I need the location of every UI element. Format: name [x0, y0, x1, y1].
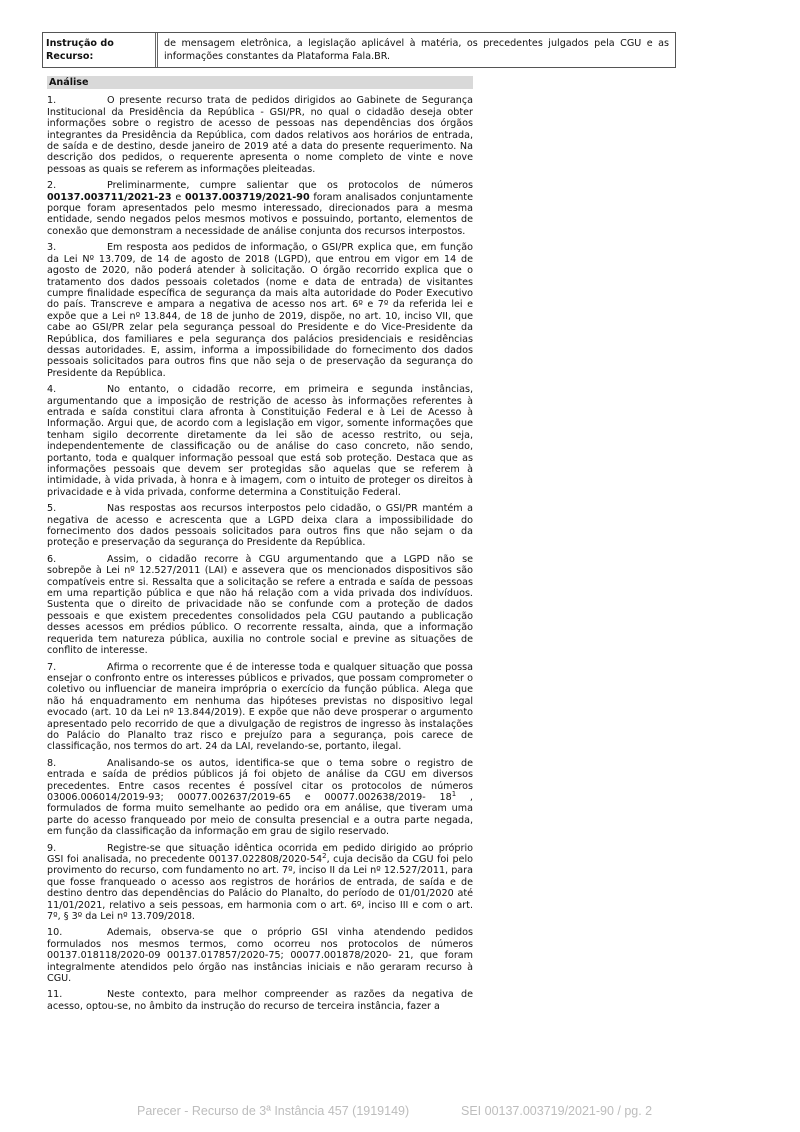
- analise-paragraph: [47, 242, 473, 379]
- paragraph-text: Analisando-se os autos, identifica-se que o tema sobre o registro de entrada e saída de prédios públicos já foi objeto de análise da CGU em diversos precedentes. Entre casos recentes é possível citar os protocolos de números 03006.006014/2019-93; 00077.002637/2019-65 e 00077.002638/2019- $18^1$ , formulados de forma muito semelhante ao pedido ora em análise, que tiveram uma parte do acesso franqueado por meio de consulta presencial e a outra parte negada, em função da classificação da informação em grau de sigilo reservado.: [47, 757, 473, 838]
- instrucao-recurso-text: de mensagem eletrônica, a legislação aplicável à matéria, os precedentes julgados pela CGU e as informações constantes da Plataforma Fala.BR.: [164, 38, 669, 62]
- paragraph-text: Assim, o cidadão recorre à CGU argumentando que a LGPD não se sobrepõe à Lei nº 12.527/2011 (LAI) e assevera que os mencionados dispositivos são compatíveis entre si. Ressalta que a solicitação se refere a entrada e saída de pessoas em uma repartição pública e que não há relação com a vida privada dos indivíduos. Sustenta que o direito de privacidade não se confunde com a proteção de dados pessoais e que existem precedentes consolidados pela CGU pautando a publicação desses acessos em prédios público. O recorrente ressalta, ainda, que a informação requerida tem natureza pública, auxilia no controle social e previne as situações de conflito de interesse.: [47, 553, 473, 657]
- footer-sei-page: SEI 00137.003719/2021-90 / pg. 2: [461, 1104, 653, 1118]
- paragraph-number: 8.: [47, 757, 57, 769]
- paragraph-text: Em resposta aos pedidos de informação, o GSI/PR explica que, em função da Lei Nº 13.709, de 14 de agosto de 2018 (LGPD), que entrou em vigor em 14 de agosto de 2020, não poderá atender à solicitação. O órgão recorrido explica que o tratamento dos dados pessoais coletados (nome e data de entrada) de visitantes cumpre finalidade específica de segurança da mais alta autoridade do Poder Executivo do país. Transcreve e ampara a negativa de acesso nos art. 6º e 7º da referida lei e expõe que a Lei nº 13.844, de 18 de junho de 2019, dispõe, no art. 10, inciso VII, que cabe ao GSI/PR zelar pela segurança pessoal do Presidente e do Vice-Presidente da República, dos familiares e pela segurança dos palácios presidenciais e residências dessas autoridades. E, assim, informa a impossibilidade do fornecimento dos dados pessoais solicitados para outros fins que não seja o de preservação da segurança do Presidente da República.: [47, 242, 473, 379]
- paragraph-number: 3.: [47, 242, 57, 254]
- paragraph-number: 6.: [47, 553, 57, 565]
- analise-paragraph: [47, 927, 473, 984]
- analise-paragraph: [47, 662, 473, 753]
- analise-paragraph: [47, 554, 473, 657]
- instrucao-recurso-row: [42, 32, 676, 68]
- paragraph-text: Registre-se que situação idêntica ocorrida em pedido dirigido ao próprio GSI foi analisada, no precedente $00137.022808/2020-54^2$, cuja decisão da CGU foi pelo provimento do recurso, com fundamento no art. 7º, inciso II da Lei nº 12.527/2011, para que fosse franqueado o acesso aos registros de horários de entrada, de saída e de destino dentro das dependências do Palácio do Planalto, do período de 01/01/2020 até 11/01/2021, relativo a seis pessoas, em harmonia com o art. 6º, inciso III e com o art. 7º, § 3º da Lei nº 13.709/2018.: [47, 842, 473, 923]
- paragraph-number: 5.: [47, 503, 57, 515]
- paragraph-text: No entanto, o cidadão recorre, em primeira e segunda instâncias, argumentando que a imposição de restrição de acesso às informações referentes à entrada e saída constitui clara afronta à Constituição Federal e à Lei de Acesso à Informação. Argui que, de acordo com a legislação em vigor, somente informações que tenham sigilo decorrente diretamente da lei são de acesso restrito, ou seja, independentemente de classificação ou de análise do caso concreto, não sendo, portanto, toda e qualquer informação pessoal que está sob proteção. Destaca que as informações pessoais que devem ser protegidas são aquelas que se referem à intimidade, à vida privada, à honra e à imagem, com o intuito de proteger os direitos à privacidade e à vida privada, conforme determina a Constituição Federal.: [47, 384, 473, 498]
- analise-paragraphs: [47, 95, 473, 1012]
- analise-paragraph: [47, 843, 473, 923]
- analise-paragraph: [47, 180, 473, 237]
- paragraph-text: Nas respostas aos recursos interpostos pelo cidadão, o GSI/PR mantém a negativa de acesso e acrescenta que a LGPD deixa clara a impossibilidade do fornecimento dos dados pessoais solicitados para outros fins que não sejam o da proteção e preservação da segurança do Presidente da República.: [47, 503, 473, 549]
- paragraph-number: 10.: [47, 927, 63, 939]
- paragraph-text: Ademais, observa-se que o próprio GSI vinha atendendo pedidos formulados nos mesmos termos, como ocorreu nos protocolos de números 00137.018118/2020-09 00137.017857/2020-75; 00077.001878/2020- 21, que foram integralmente atendidos pelo órgão nas instâncias iniciais e não geraram recurso à CGU.: [47, 927, 473, 985]
- footer-document-title: Parecer - Recurso de 3ª Instância 457 (1919149): [137, 1104, 410, 1118]
- paragraph-text: Preliminarmente, cumpre salientar que os protocolos de números 00137.003711/2021-23 e 00137.003719/2021-90 foram analisados conjuntamente porque foram apresentados pelo mesmo interessado, direcionados para a mesma entidade, sendo negados pelos mesmos motivos e possuindo, portanto, elementos de conexão que demonstram a necessidade de análise conjunta dos recursos interpostos.: [47, 180, 473, 237]
- paragraph-number: 9.: [47, 842, 57, 854]
- analise-paragraph: [47, 989, 473, 1012]
- instrucao-recurso-label: Instrução do Recurso:: [43, 33, 158, 67]
- paragraph-number: 2.: [47, 180, 57, 192]
- analise-paragraph: [47, 503, 473, 549]
- analise-paragraph: [47, 95, 473, 175]
- paragraph-number: 4.: [47, 384, 57, 396]
- analise-section: [47, 76, 473, 1017]
- paragraph-number: 11.: [47, 989, 63, 1001]
- analise-paragraph: [47, 758, 473, 838]
- paragraph-number: 7.: [47, 661, 57, 673]
- paragraph-text: Neste contexto, para melhor compreender as razões da negativa de acesso, optou-se, no âmbito da instrução do recurso de terceira instância, fazer a: [47, 989, 473, 1012]
- paragraph-text: O presente recurso trata de pedidos dirigidos ao Gabinete de Segurança Institucional da Presidência da República - GSI/PR, no qual o cidadão deseja obter informações sobre o registro de acesso de pessoas nas dependências dos órgãos integrantes da Presidência da República, com dados relativos aos horários de entrada, de saída e de destino, desde janeiro de 2019 até a data do presente requerimento. Na descrição dos pedidos, o requerente apresenta o nome completo de vinte e nove pessoas as quais se referem as informações pleiteadas.: [47, 95, 473, 175]
- analise-paragraph: [47, 384, 473, 498]
- paragraph-text: Afirma o recorrente que é de interesse toda e qualquer situação que possa ensejar o confronto entre os interesses públicos e privados, que possam comprometer o coletivo ou influenciar de maneira imprópria o exercício da função pública. Alega que não há enquadramento em nenhuma das hipóteses previstas no dispositivo legal evocado (art. 10 da Lei nº 13.844/2019). E expõe que não deve prosperar o argumento apresentado pelo recorrido de que a divulgação de registros de ingresso às instalações do Palácio do Planalto traz risco e prejuízo para a segurança, pois carece de classificação, nos termos do art. 24 da LAI, revelando-se, portanto, ilegal.: [47, 661, 473, 753]
- paragraph-number: 1.: [47, 95, 57, 107]
- analise-title: Análise: [47, 76, 473, 89]
